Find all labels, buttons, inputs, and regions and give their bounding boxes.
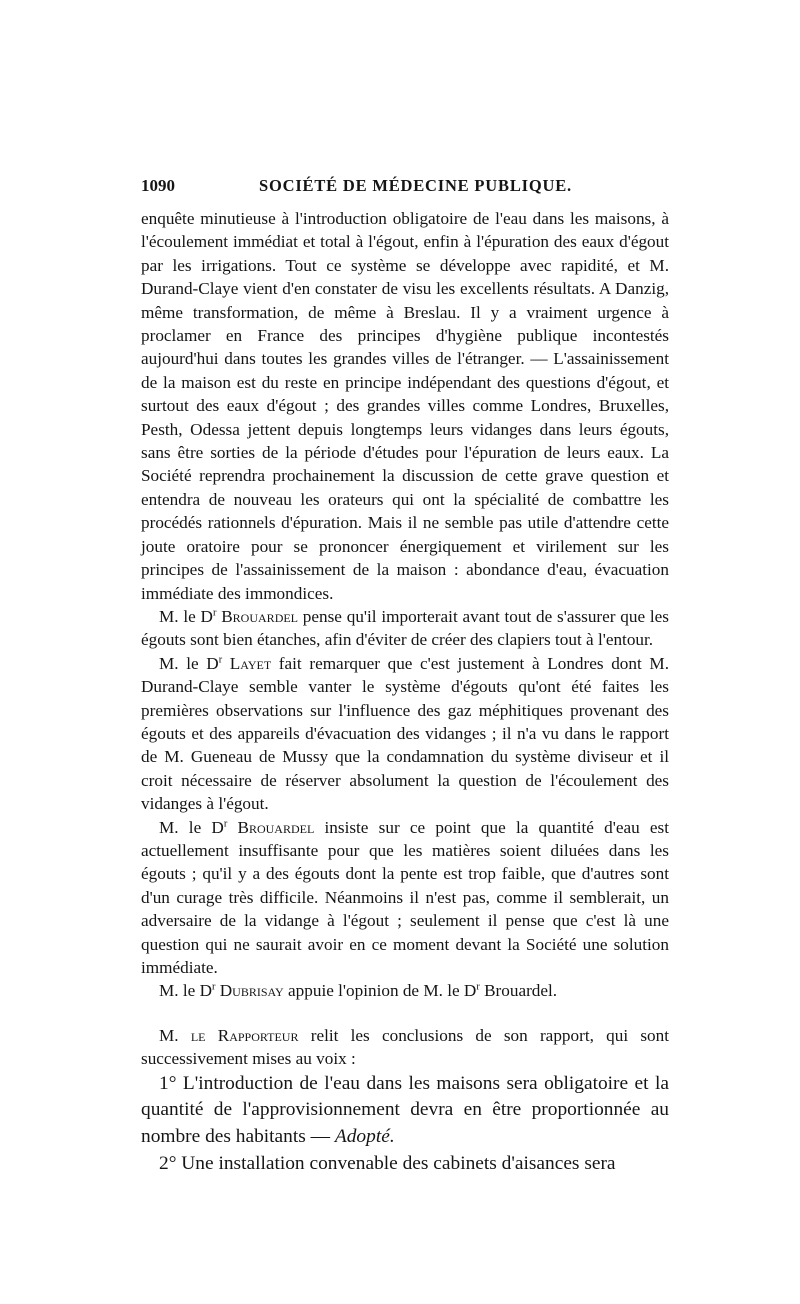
paragraph-continuation	[141, 207, 669, 605]
paragraph-text: appuie l'opinion de M. le D	[283, 981, 477, 1001]
paragraph-layet	[141, 652, 669, 816]
conclusion-item-1	[141, 1071, 669, 1151]
document-page	[141, 176, 669, 1177]
conclusion-item-2	[141, 1151, 669, 1178]
paragraph-brouardel-2	[141, 816, 669, 980]
page-body	[141, 207, 669, 1177]
paragraph-text: insiste sur ce point que la quantité d'eau est actuellement insuffisante pour que les matières soient diluées dans les égouts ; qu'il y a des égouts dont la pente est trop faible, que d'autres sont d'un curage très difficile. Néanmoins il n'est pas, comme il semblerait, un adversaire de la vidange à l'égout ; seulement il pense que c'est là une question qui ne saurait avoir en ce moment devant la Société une solution immédiate.	[141, 817, 669, 977]
speaker-name: Brouardel	[221, 606, 299, 626]
running-title: SOCIÉTÉ DE MÉDECINE PUBLIQUE.	[259, 176, 572, 195]
conclusions-list	[141, 1071, 669, 1178]
paragraph-rapporteur	[141, 1024, 669, 1071]
paragraph-text: fait remarquer que c'est justement à Londres dont M. Durand-Claye semble vanter le système d'égouts qu'ont été faites les premières observations sur l'influence des gaz méphitiques provenant des égouts et des appareils d'évacuation des vidanges ; il n'a vu dans le rapport de M. Gueneau de Mussy que la condamnation du système diviseur et il croit nécessaire de réserver absolument la question de l'écoulement des vidanges à l'égout.	[141, 653, 669, 814]
superscript: r	[223, 817, 228, 829]
paragraph-dubrisay	[141, 979, 669, 1002]
superscript: r	[218, 653, 223, 665]
paragraph-text: enquête minutieuse à l'introduction obligatoire de l'eau dans les maisons, à l'écoulement immédiat et total à l'égout, enfin à l'épuration des eaux d'égout par les irrigations. Tout ce système se développe avec rapidité, et M. Durand-Claye vient d'en constater de visu les excellents résultats. A Danzig, même transformation, de même à Breslau. Il y a vraiment urgence à proclamer en France des principes d'hygiène publique incontestés aujourd'hui dans toutes les grandes villes de l'étranger. — L'assainissement de la maison est du reste en principe indépendant des questions d'égout, et surtout des eaux d'égout ; des grandes villes comme Londres, Bruxelles, Pesth, Odessa jettent depuis longtemps leurs vidanges dans leurs égouts, sans être sorties de la période d'études pour l'épuration de leurs eaux. La Société reprendra prochainement la discussion de cette grave question et entendra de nouveau les orateurs qui ont la spécialité de combattre les procédés rationnels d'épuration. Mais il ne semble pas utile d'attendre cette joute oratoire pour se prononcer énergiquement et virilement sur les principes de l'assainissement de la maison : abondance d'eau, évacuation immédiate des immondices.	[141, 209, 669, 603]
conclusion-text: 2° Une installation convenable des cabinets d'aisances sera	[159, 1152, 616, 1174]
page-number: 1090	[141, 176, 175, 195]
speaker-name: Layet	[229, 653, 272, 673]
paragraph-text: Brouardel.	[479, 981, 558, 1001]
speaker-name: M. le Rapporteur	[159, 1025, 299, 1045]
conclusion-verdict: Adopté.	[334, 1126, 395, 1148]
conclusion-text: 1° L'introduction de l'eau dans les maisons sera obligatoire et la quantité de l'approvisionnement devra en être proportionnée au nombre des habitants —	[141, 1072, 669, 1148]
section-gap	[141, 1003, 669, 1024]
speaker-title: M. le D	[159, 653, 219, 673]
page-header	[141, 176, 669, 200]
paragraph-text: relit les conclusions de son rapport, qui sont successivement mises au voix :	[141, 1025, 669, 1069]
superscript: r	[212, 607, 217, 619]
superscript: r	[476, 981, 480, 993]
paragraph-text: pense qu'il importerait avant tout de s'assurer que les égouts sont bien étanches, afin d'éviter de créer des clapiers tout à l'entour.	[141, 606, 669, 650]
speaker-title: M. le D	[159, 606, 213, 626]
speaker-title: M. le D	[159, 817, 224, 837]
speaker-title: M. le D	[159, 981, 212, 1001]
speaker-name: Brouardel	[237, 817, 315, 837]
speaker-name: Dubrisay	[219, 981, 284, 1001]
paragraph-brouardel	[141, 605, 669, 652]
superscript: r	[212, 981, 216, 993]
